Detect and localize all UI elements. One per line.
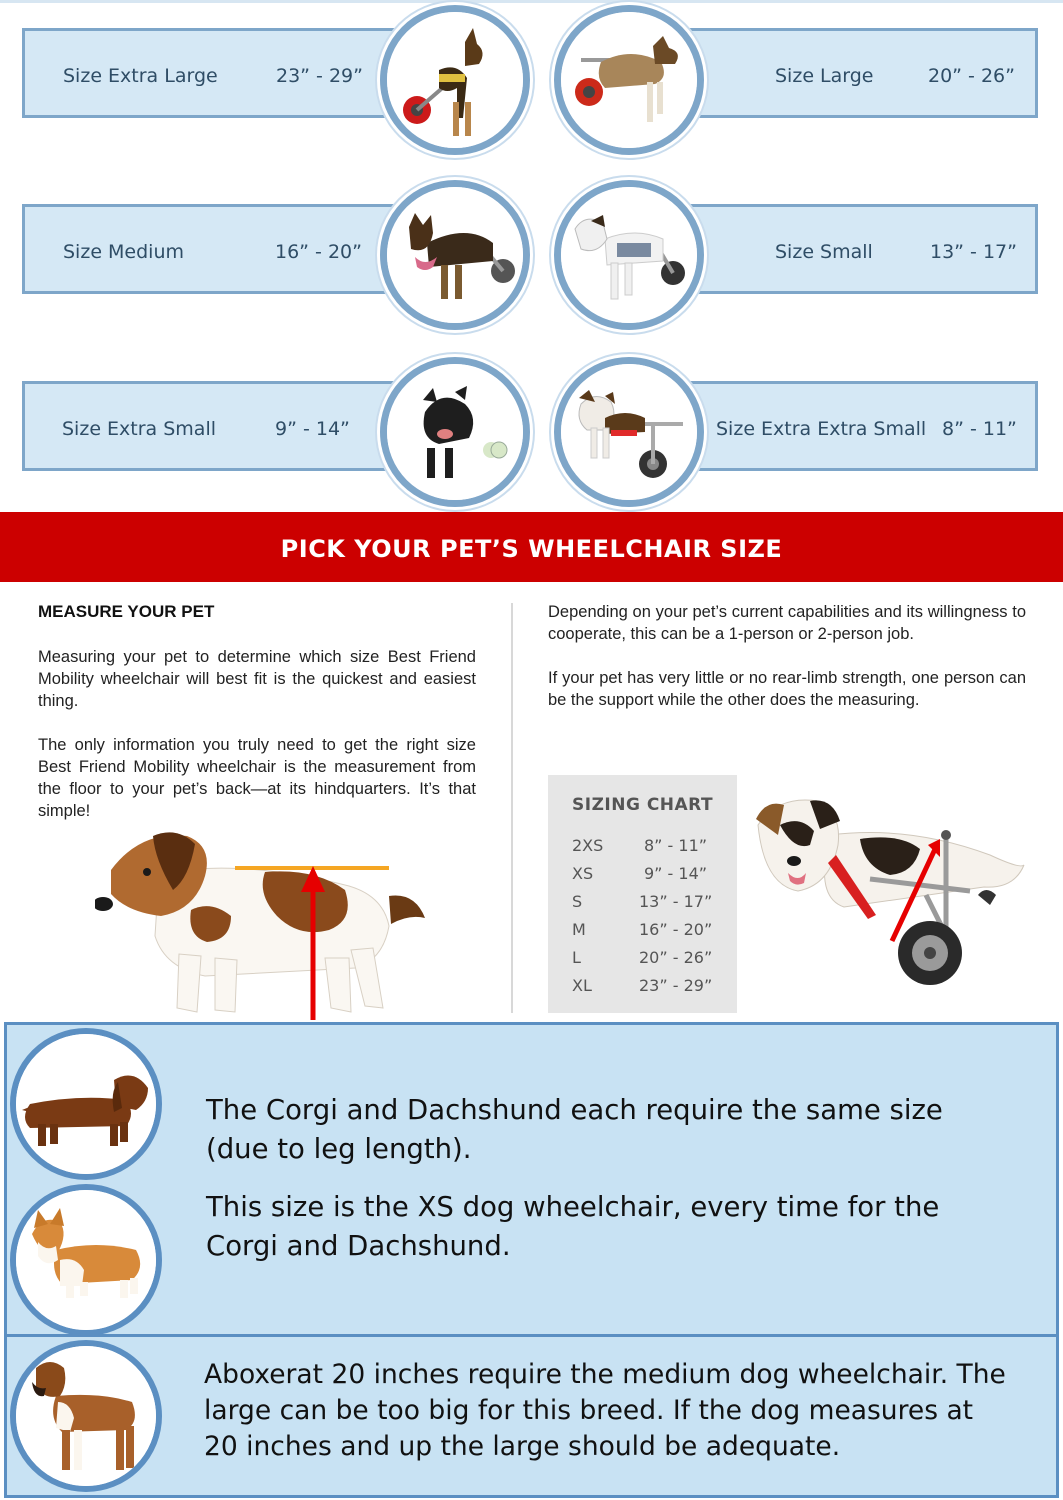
boxer-photo bbox=[10, 1340, 162, 1492]
sizing-range: 23” - 29” bbox=[639, 976, 713, 995]
size-label: Size Extra Small bbox=[62, 418, 217, 440]
dog-photo-extra-small bbox=[380, 357, 530, 507]
sizing-chart bbox=[548, 775, 737, 1013]
top-divider bbox=[0, 0, 1063, 3]
size-range: 9” - 14” bbox=[275, 418, 350, 440]
size-bar-small bbox=[678, 204, 1038, 294]
size-range: 16” - 20” bbox=[275, 241, 362, 263]
dog-wheelchair-icon bbox=[561, 364, 697, 500]
measure-heading: MEASURE YOUR PET bbox=[38, 602, 215, 621]
sizing-range: 13” - 17” bbox=[639, 892, 713, 911]
sizing-size: XL bbox=[572, 976, 592, 995]
note-line: 20 inches and up the large should be adequate. bbox=[204, 1431, 841, 1462]
note-line: (due to leg length). bbox=[206, 1133, 472, 1165]
sizing-size: L bbox=[572, 948, 581, 967]
boxer-icon bbox=[16, 1346, 156, 1486]
pick-size-banner: PICK YOUR PET’S WHEELCHAIR SIZE bbox=[0, 512, 1063, 582]
sizing-range: 9” - 14” bbox=[644, 864, 708, 883]
dog-photo-extra-large bbox=[380, 5, 530, 155]
dog-photo-small bbox=[554, 180, 704, 330]
measure-paragraph: Measuring your pet to determine which size Best Friend Mobility wheelchair will best fit is the quickest and easiest thing. bbox=[38, 648, 476, 710]
size-range: 13” - 17” bbox=[930, 241, 1017, 263]
column-divider bbox=[511, 603, 513, 1013]
note-line: This size is the XS dog wheelchair, every time for the bbox=[206, 1191, 940, 1223]
size-range: 23” - 29” bbox=[276, 65, 363, 87]
size-bar-extra-extra-small bbox=[678, 381, 1038, 471]
sizing-chart-title: SIZING CHART bbox=[572, 795, 714, 815]
sizing-range: 16” - 20” bbox=[639, 920, 713, 939]
size-bar-medium bbox=[22, 204, 407, 294]
corgi-dachshund-note bbox=[206, 1091, 943, 1169]
size-bar-extra-large bbox=[22, 28, 407, 118]
measure-paragraph: The only information you truly need to get the right size Best Friend Mobility wheelchair is the measurement from the floor to your pet’s back—at its hindquarters. It’s that simple! bbox=[38, 736, 476, 820]
right-paragraph: Depending on your pet’s current capabilities and its willingness to cooperate, this can be a 1-person or 2-person job. bbox=[548, 603, 1026, 643]
right-column-text bbox=[548, 601, 1026, 733]
size-label: Size Extra Large bbox=[63, 65, 218, 87]
puppy-measurement-illustration bbox=[95, 830, 430, 1020]
size-label: Size Medium bbox=[63, 241, 185, 263]
boxer-note bbox=[204, 1357, 1006, 1465]
xs-note bbox=[206, 1188, 939, 1266]
dog-wheelchair-icon bbox=[387, 187, 523, 323]
right-paragraph: If your pet has very little or no rear-limb strength, one person can be the support while the other does the measuring. bbox=[548, 669, 1026, 709]
dog-wheelchair-icon bbox=[387, 12, 523, 148]
note-line: Aboxerat 20 inches require the medium dog wheelchair. The bbox=[204, 1359, 1006, 1390]
measure-text bbox=[38, 646, 476, 844]
sizing-range: 8” - 11” bbox=[644, 836, 708, 855]
sizing-range: 20” - 26” bbox=[639, 948, 713, 967]
size-label: Size Large bbox=[775, 65, 874, 87]
puppy-wheelchair-illustration bbox=[750, 795, 1035, 990]
dog-photo-medium bbox=[380, 180, 530, 330]
dachshund-photo bbox=[10, 1028, 162, 1180]
note-line: Corgi and Dachshund. bbox=[206, 1230, 511, 1262]
note-line: large can be too big for this breed. If the dog measures at bbox=[204, 1395, 974, 1426]
dog-photo-large bbox=[554, 5, 704, 155]
sizing-size: M bbox=[572, 920, 586, 939]
corgi-photo bbox=[10, 1184, 162, 1336]
size-range: 20” - 26” bbox=[928, 65, 1015, 87]
size-label: Size Small bbox=[775, 241, 873, 263]
dog-wheelchair-icon bbox=[387, 364, 523, 500]
size-bar-large bbox=[678, 28, 1038, 118]
sizing-size: S bbox=[572, 892, 583, 911]
sizing-size: XS bbox=[572, 864, 594, 883]
dachshund-icon bbox=[16, 1034, 156, 1174]
size-bar-extra-small bbox=[22, 381, 407, 471]
dog-wheelchair-icon bbox=[561, 187, 697, 323]
corgi-icon bbox=[16, 1190, 156, 1330]
breed-notes-separator bbox=[4, 1334, 1059, 1337]
size-label: Size Extra Extra Small bbox=[716, 418, 927, 440]
dog-wheelchair-icon bbox=[561, 12, 697, 148]
dog-photo-extra-extra-small bbox=[554, 357, 704, 507]
note-line: The Corgi and Dachshund each require the same size bbox=[206, 1094, 943, 1126]
size-range: 8” - 11” bbox=[942, 418, 1017, 440]
sizing-size: 2XS bbox=[572, 836, 604, 855]
